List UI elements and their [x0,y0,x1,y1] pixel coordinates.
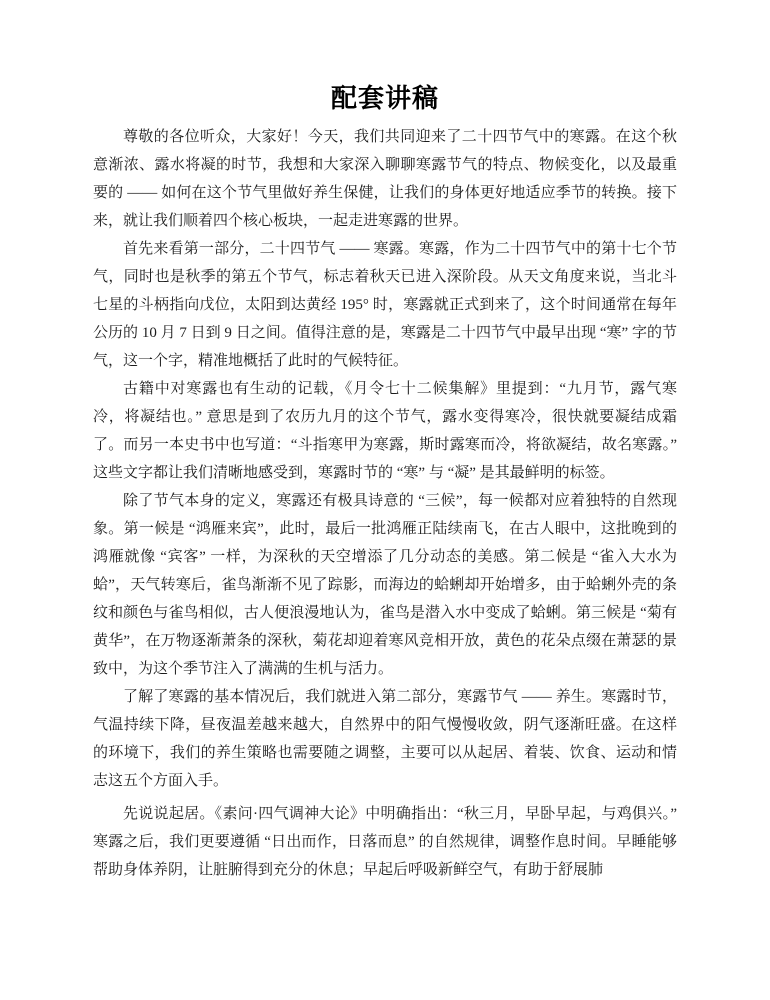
paragraph-ancient-records: 古籍中对寒露也有生动的记载，《月令七十二候集解》里提到：“九月节，露气寒冷，将凝结也。” 意思是到了农历九月的这个节气，露水变得寒冷，很快就要凝结成霜了。而另一本史书中也写道：“斗指寒甲为寒露，斯时露寒而冷，将欲凝结，故名寒露。” 这些文字都让我们清晰地感受到，寒露时节的 “寒” 与 “凝” 是其最鲜明的标签。 [93,381,677,481]
paragraph-three-phenology-phases: 除了节气本身的定义，寒露还有极具诗意的 “三候”，每一候都对应着独特的自然现象。第一候是 “鸿雁来宾”，此时，最后一批鸿雁正陆续南飞，在古人眼中，这批晚到的鸿雁就像 “宾客” 一样，为深秋的天空增添了几分动态的美感。第二候是 “雀入大水为蛤”，天气转寒后，雀鸟渐渐不见了踪影，而海边的蛤蜊却开始增多，由于蛤蜊外壳的条纹和颜色与雀鸟相似，古人便浪漫地认为，雀鸟是潜入水中变成了蛤蜊。第三候是 “菊有黄华”，在万物逐渐萧条的深秋，菊花却迎着寒风竞相开放，黄色的花朵点缀在萧瑟的景致中，为这个季节注入了满满的生机与活力。 [93,493,677,677]
paragraph-section2-health-preservation: 了解了寒露的基本情况后，我们就进入第二部分，寒露节气 —— 养生。寒露时节，气温持续下降，昼夜温差越来越大，自然界中的阳气慢慢收敛，阴气逐渐旺盛。在这样的环境下，我们的养生策略也需要随之调整，主要可以从起居、着装、饮食、运动和情志这五个方面入手。 [93,689,677,789]
document-title: 配套讲稿 [330,84,439,113]
document-body [93,123,677,884]
paragraph-section1-solar-term-overview: 首先来看第一部分，二十四节气 —— 寒露。寒露，作为二十四节气中的第十七个节气，同时也是秋季的第五个节气，标志着秋天已进入深阶段。从天文角度来说，当北斗七星的斗柄指向戊位，太阳到达黄经 195° 时，寒露就正式到来了，这个时间通常在每年公历的 10 月 7 日到 9 日之间。值得注意的是，寒露是二十四节气中最早出现 “寒” 字的节气，这一个字，精准地概括了此时的气候特征。 [93,241,677,369]
paragraph-daily-routine: 先说说起居。《素问·四气调神大论》中明确指出：“秋三月，早卧早起，与鸡俱兴。” 寒露之后，我们更要遵循 “日出而作，日落而息” 的自然规律，调整作息时间。早睡能够帮助身体养阴，让脏腑得到充分的休息；早起后呼吸新鲜空气，有助于舒展肺 [93,806,677,878]
paragraph-intro: 尊敬的各位听众，大家好！今天，我们共同迎来了二十四节气中的寒露。在这个秋意渐浓、露水将凝的时节，我想和大家深入聊聊寒露节气的特点、物候变化，以及最重要的 —— 如何在这个节气里做好养生保健，让我们的身体更好地适应季节的转换。接下来，就让我们顺着四个核心板块，一起走进寒露的世界。 [93,129,677,229]
